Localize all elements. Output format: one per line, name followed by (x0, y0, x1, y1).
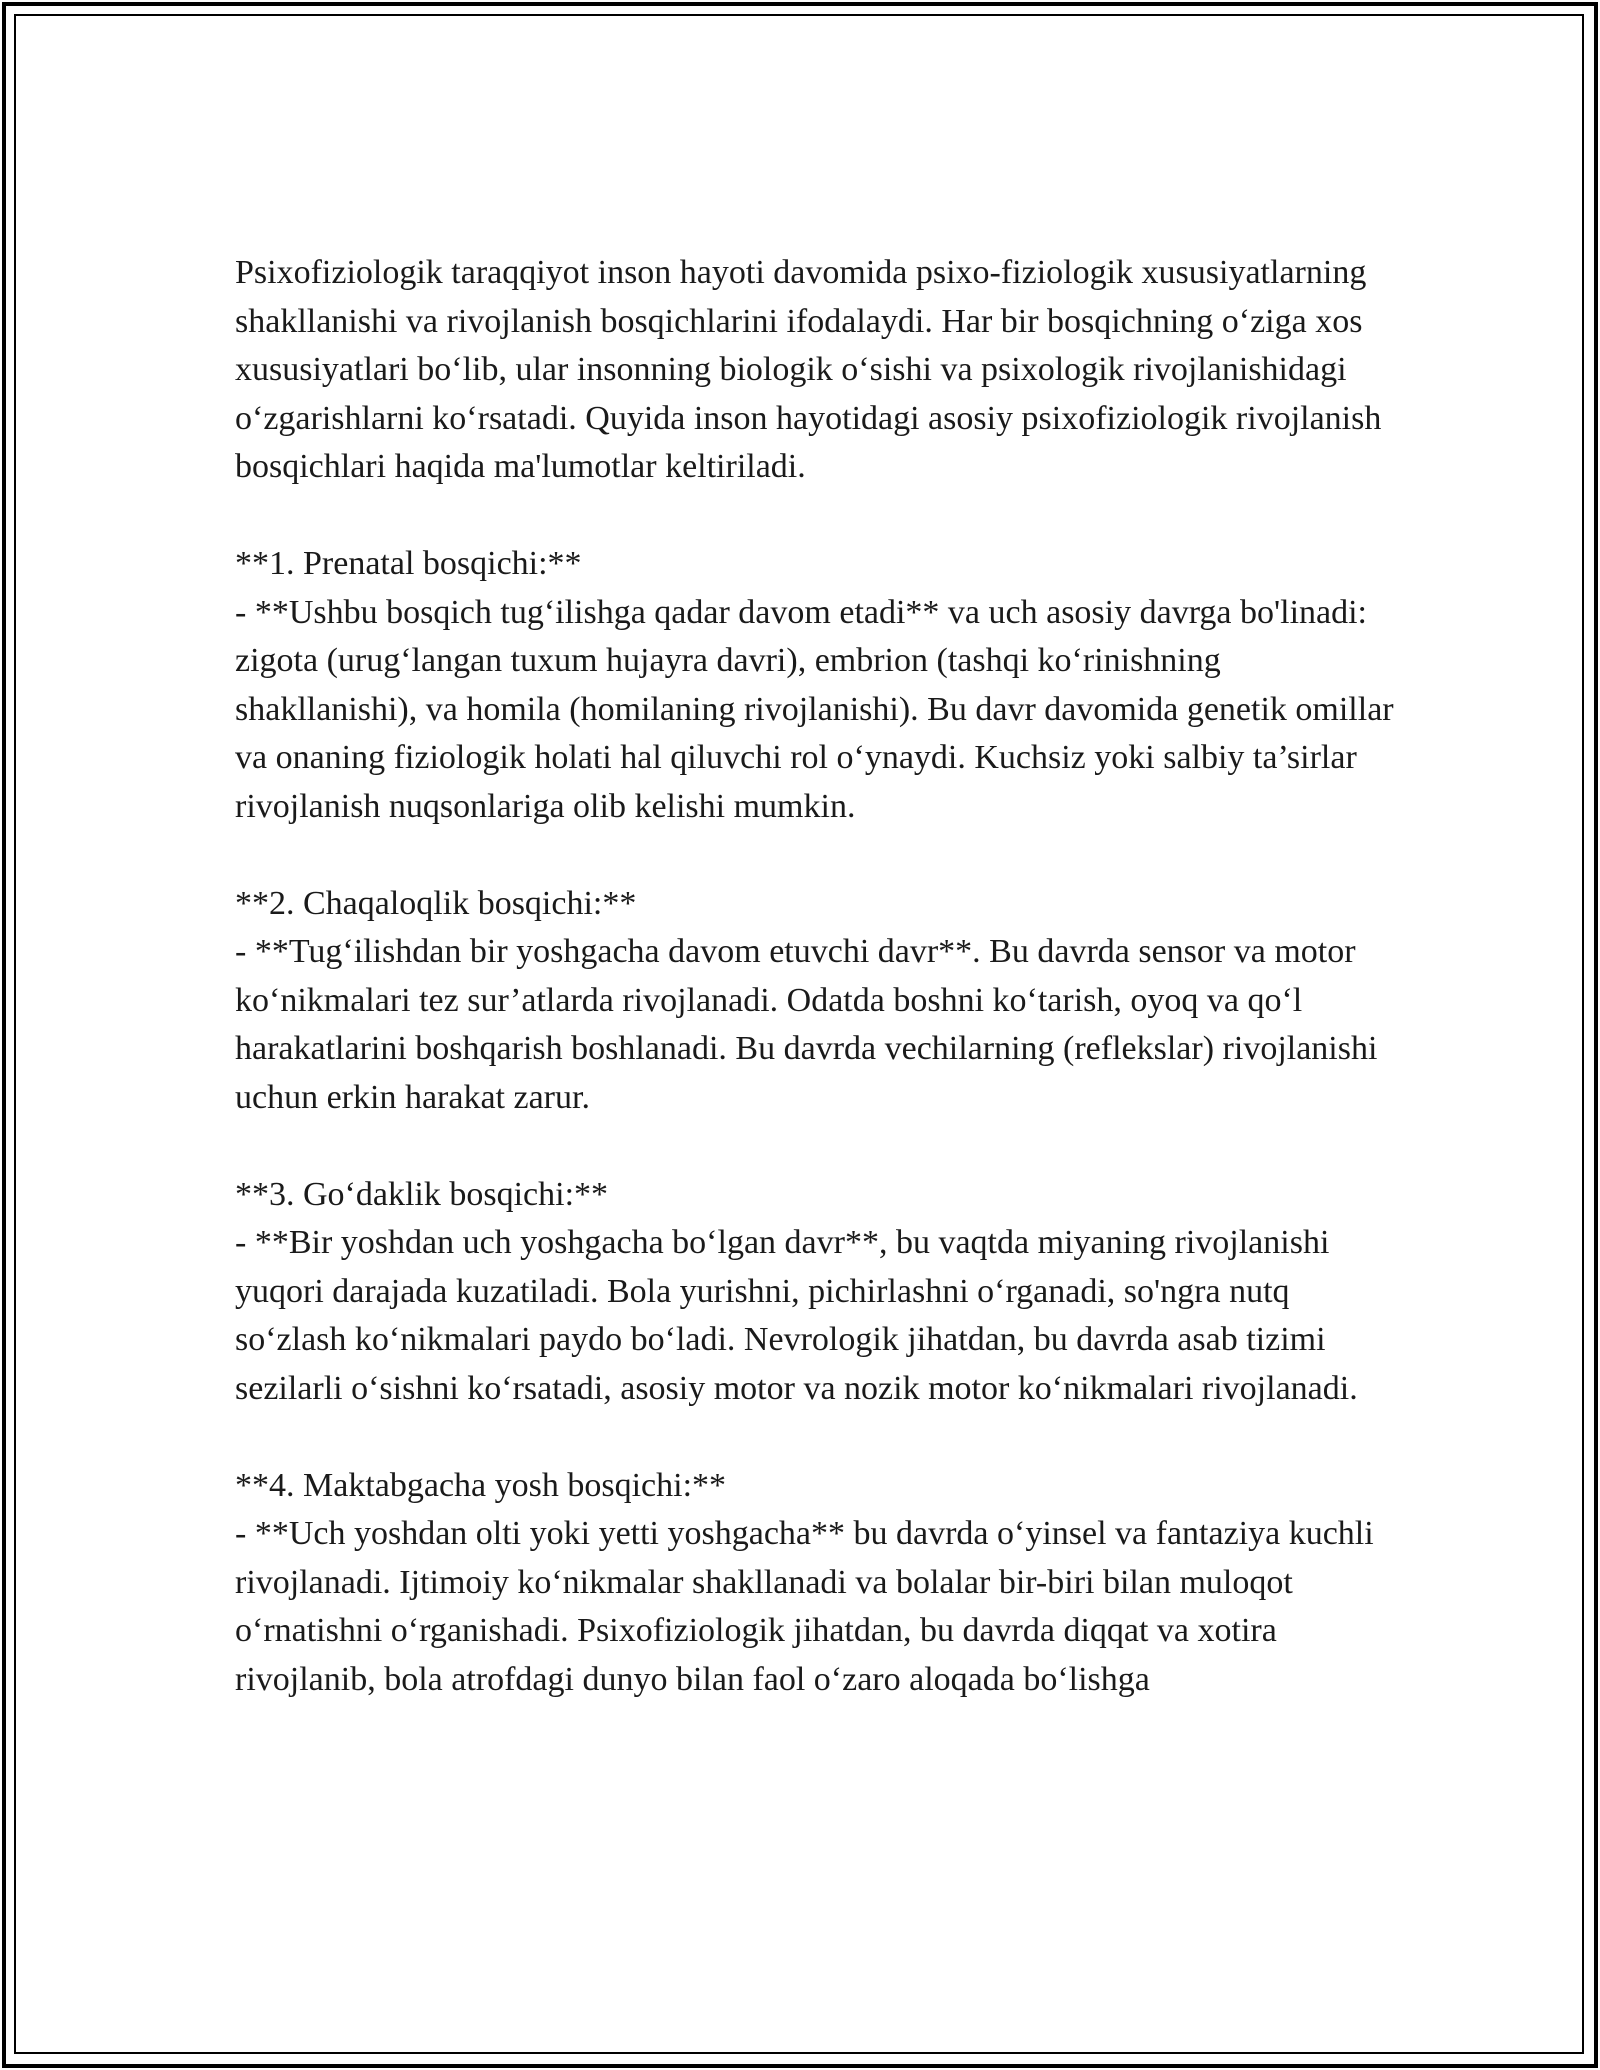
section-prenatal (235, 540, 1395, 831)
section-body: - **Bir yoshdan uch yoshgacha bo‘lgan davr**, bu vaqtda miyaning rivojlanishi yuqori darajada kuzatiladi. Bola yurishni, pichirlashni o‘rganadi, so'ngra nutq so‘zlash ko‘nikmalari paydo bo‘ladi. Nevrologik jihatdan, bu davrda asab tizimi sezilarli o‘sishni ko‘rsatadi, asosiy motor va nozik motor ko‘nikmalari rivojlanadi. (235, 1224, 1358, 1407)
section-body: - **Tug‘ilishdan bir yoshgacha davom etuvchi davr**. Bu davrda sensor va motor ko‘nikmalari tez sur’atlarda rivojlanadi. Odatda boshni ko‘tarish, oyoq va qo‘l harakatlarini boshqarish boshlanadi. Bu davrda vechilarning (reflekslar) rivojlanishi uchun erkin harakat zarur. (235, 933, 1378, 1116)
section-heading: **3. Go‘daklik bosqichi:** (235, 1175, 609, 1213)
section-body: - **Uch yoshdan olti yoki yetti yoshgacha** bu davrda o‘yinsel va fantaziya kuchli rivojlanadi. Ijtimoiy ko‘nikmalar shakllanadi va bolalar bir-biri bilan muloqot o‘rnatishni o‘rganishadi. Psixofiziologik jihatdan, bu davrda diqqat va xotira rivojlanib, bola atrofdagi dunyo bilan faol o‘zaro aloqada bo‘lishga (235, 1515, 1374, 1698)
document-body (235, 249, 1395, 1704)
section-infancy (235, 880, 1395, 1123)
section-preschool (235, 1462, 1395, 1705)
section-toddler (235, 1171, 1395, 1414)
section-body: - **Ushbu bosqich tug‘ilishga qadar davom etadi** va uch asosiy davrga bo'linadi: zigota (urug‘langan tuxum hujayra davri), embrion (tashqi ko‘rinishning shakllanishi), va homila (homilaning rivojlanishi). Bu davr davomida genetik omillar va onaning fiziologik holati hal qiluvchi rol o‘ynaydi. Kuchsiz yoki salbiy ta’sirlar rivojlanish nuqsonlariga olib kelishi mumkin. (235, 593, 1394, 825)
section-heading: **4. Maktabgacha yosh bosqichi:** (235, 1466, 727, 1504)
section-heading: **2. Chaqaloqlik bosqichi:** (235, 884, 637, 922)
section-heading: **1. Prenatal bosqichi:** (235, 545, 582, 582)
intro-paragraph: Psixofiziologik taraqqiyot inson hayoti davomida psixo-fiziologik xususiyatlarning shakllanishi va rivojlanish bosqichlarini ifodalaydi. Har bir bosqichning o‘ziga xos xususiyatlari bo‘lib, ular insonning biologik o‘sishi va psixologik rivojlanishidagi o‘zgarishlarni ko‘rsatadi. Quyida inson hayotidagi asosiy psixofiziologik rivojlanish bosqichlari haqida ma'lumotlar keltiriladi. (235, 254, 1382, 485)
